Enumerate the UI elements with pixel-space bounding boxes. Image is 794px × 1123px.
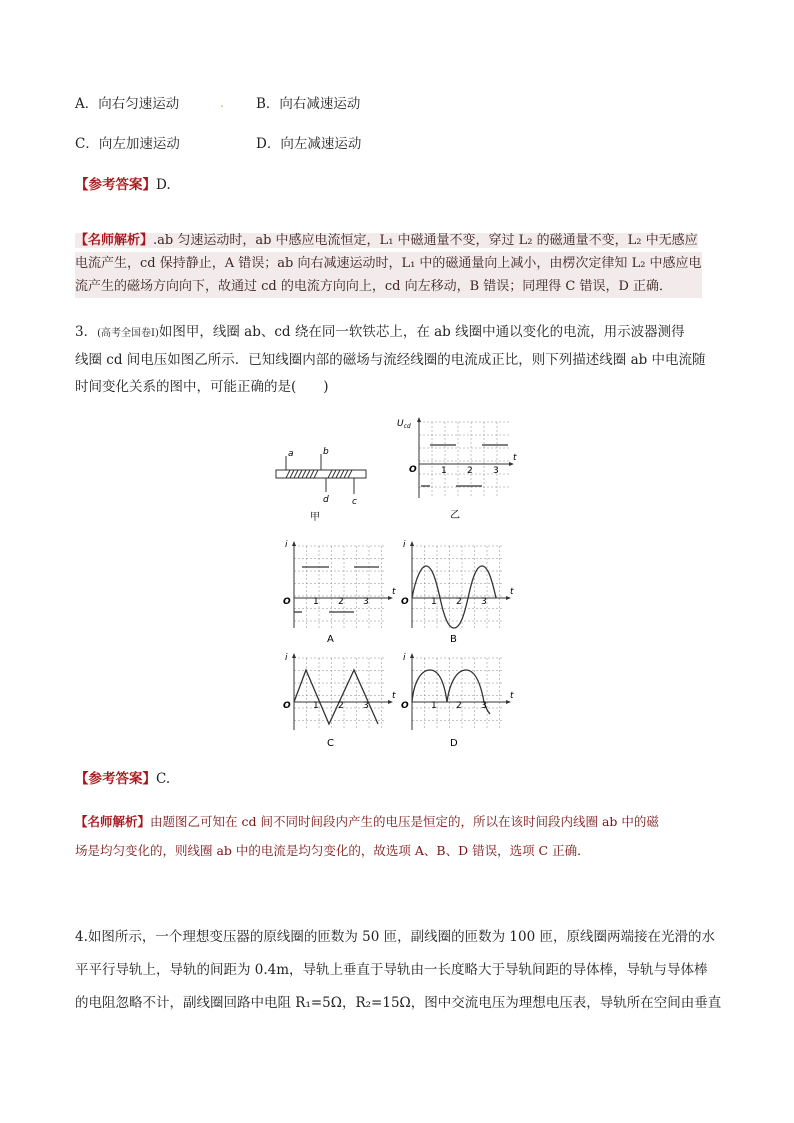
ucd-tick-3: 3 — [493, 466, 499, 476]
answer-q2 — [75, 172, 171, 199]
ucd-axis-label: $U_{cd}$ — [397, 419, 411, 430]
graph-b-origin: O — [401, 597, 409, 607]
graph-d-humps — [412, 670, 490, 714]
graph-c-axis-t: t — [392, 691, 396, 701]
graph-c-axis-i: i — [285, 653, 288, 663]
answer-q3 — [75, 766, 170, 793]
question4-line3: 的电阻忽略不计，副线圈回路中电阻 R₁=5Ω，R₂=15Ω，图中交流电压为理想电压表，导轨所在空间由垂直 — [75, 995, 722, 1011]
option-b: B．向右减速运动 — [256, 96, 361, 112]
graph-c-tick-2: 2 — [338, 701, 344, 711]
graph-c-origin: O — [283, 701, 291, 711]
question4-line1: 4.如图所示，一个理想变压器的原线圈的匝数为 50 匝，副线圈的匝数为 100 匝，原线圈两端接在光滑的水 — [75, 929, 715, 945]
option-a: A．向右匀速运动 — [75, 96, 180, 112]
ucd-tick-2: 2 — [467, 466, 473, 476]
option-c: C．向左加速运动 — [75, 136, 180, 152]
answer-q3-value: C. — [156, 771, 171, 787]
graph-a-tick-1: 1 — [313, 597, 319, 607]
explanation-q3-line2: 场是均匀变化的，则线圈 ab 中的电流是均匀变化的，故选项 A、B、D 错误，选项 C 正确． — [75, 843, 590, 858]
question3-line1: 如图甲，线圈 ab、cd 绕在同一软铁芯上，在 ab 线圈中通以变化的电流，用示波器测得 — [158, 324, 685, 340]
graph-a-tick-2: 2 — [338, 597, 344, 607]
graph-c-caption: C — [327, 738, 334, 749]
graph-d-caption: D — [450, 738, 458, 749]
question3-line3: 时间变化关系的图中，可能正确的是( ) — [75, 379, 329, 395]
graph-d-axis-i: i — [403, 653, 406, 663]
coil-winding-ab — [286, 470, 318, 478]
ucd-graph — [395, 412, 525, 524]
graph-a-axis-i: i — [285, 540, 288, 550]
graph-c-tick-3: 3 — [363, 701, 369, 711]
graph-d-tick-3: 3 — [481, 701, 487, 711]
explanation-line3: 流产生的磁场方向向下，故通过 cd 的电流方向向上，cd 向左移动，B 错误；同理得 C 错误，D 正确． — [75, 275, 702, 298]
ucd-tick-1: 1 — [441, 466, 447, 476]
ucd-axis-t: t — [513, 453, 517, 463]
graph-b-tick-1: 1 — [431, 597, 437, 607]
graph-b-tick-2: 2 — [456, 597, 462, 607]
explanation-label: 【名师解析】 — [75, 233, 154, 248]
ucd-origin: O — [409, 465, 417, 475]
graph-d-tick-2: 2 — [456, 701, 462, 711]
question4 — [75, 921, 721, 1020]
coil-figure — [268, 440, 378, 522]
graph-c-tick-1: 1 — [313, 701, 319, 711]
graph-d-tick-1: 1 — [431, 701, 437, 711]
question3-line2: 线圈 cd 间电压如图乙所示．已知线圈内部的磁场与流经线圈的电流成正比，则下列描述线圈 ab 中电流随 — [75, 352, 706, 368]
coil-label-d: d — [323, 495, 329, 505]
explanation-q3-label: 【名师解析】 — [75, 814, 151, 829]
explanation-line2: 电流产生，cd 保持静止，A 错误；ab 向右减速运动时，L₁ 中的磁通量向上减小，由楞次定律知 L₂ 中感应电 — [75, 252, 702, 275]
coil-label-a: a — [288, 449, 294, 459]
graph-a-tick-3: 3 — [363, 597, 369, 607]
question3 — [75, 319, 706, 401]
ucd-caption: 乙 — [450, 510, 460, 521]
answer-label: 【参考答案】 — [75, 177, 156, 193]
graph-a-caption: A — [327, 634, 334, 645]
explanation-line1: .ab 匀速运动时，ab 中感应电流恒定，L₁ 中磁通量不变，穿过 L₂ 的磁通量不变，L₂ 中无感应 — [153, 233, 698, 248]
coil-label-b: b — [323, 447, 329, 457]
coil-winding-cd — [328, 470, 352, 478]
graph-b-caption: B — [450, 634, 457, 645]
option-d: D．向左减速运动 — [256, 136, 362, 152]
answer-q3-label: 【参考答案】 — [75, 771, 156, 787]
question3-source: (高考全国卷Ⅰ) — [97, 328, 159, 339]
graph-b-tick-3: 3 — [481, 597, 487, 607]
graph-d-axis-t: t — [510, 691, 514, 701]
stray-dot: . — [220, 96, 224, 110]
coil-caption: 甲 — [310, 512, 320, 522]
graph-d-origin: O — [401, 701, 409, 711]
graph-c — [282, 650, 397, 755]
explanation-q3-line1: 由题图乙可知在 cd 间不同时间段内产生的电压是恒定的，所以在该时间段内线圈 ab 中的磁 — [150, 814, 659, 829]
graph-b — [400, 536, 515, 646]
graph-b-axis-i: i — [403, 540, 406, 550]
question3-number: 3． — [75, 324, 98, 340]
graph-d — [400, 650, 515, 755]
graph-a — [282, 536, 397, 646]
graph-a-origin: O — [283, 597, 291, 607]
graph-a-axis-t: t — [392, 587, 396, 597]
answer-value: D. — [156, 177, 171, 193]
graph-b-axis-t: t — [510, 587, 514, 597]
question4-line2: 平平行导轨上，导轨的间距为 0.4m，导轨上垂直于导轨由一长度略大于导轨间距的导体棒，导轨与导体棒 — [75, 962, 708, 978]
coil-label-c: c — [352, 497, 357, 507]
explanation-q3 — [75, 807, 659, 865]
explanation-q2 — [75, 229, 702, 298]
